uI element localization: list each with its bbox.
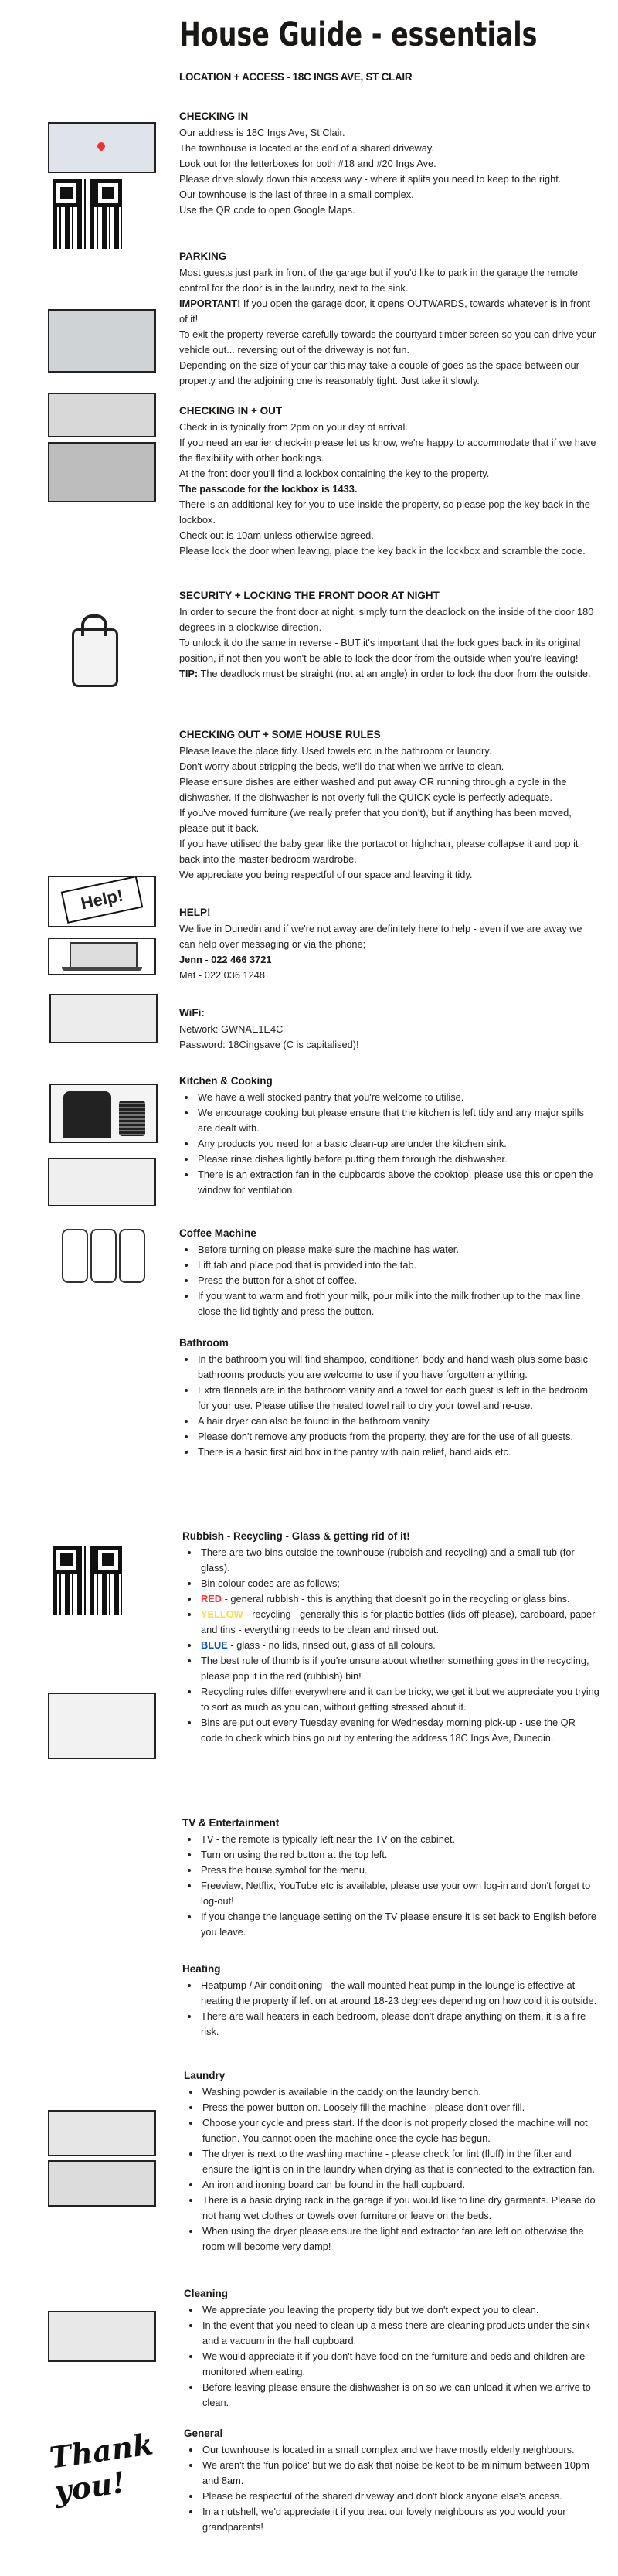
text: - recycling - generally this is for plastic bottles (lids off please), cardboard, paper and tins - everything needs to be clean and rinsed out.: [201, 1608, 596, 1635]
thank-you-lettering: Thank you!: [47, 2426, 155, 2510]
cleaning-image: [48, 2311, 156, 2362]
text: Washing powder is available in the caddy on the laundry bench.: [202, 2086, 481, 2098]
text: Turn on using the red button at the top left.: [201, 1849, 388, 1860]
bullet-list: [179, 1090, 596, 1198]
list-item: [199, 1638, 599, 1653]
text: Network: GWNAE1E4C: [179, 1023, 284, 1035]
paragraph-line: [179, 435, 596, 466]
paragraph-line: [179, 805, 596, 836]
paragraph-line: [179, 482, 596, 497]
text: There is an additional key for you to use inside the property, so please pop the key back in the lockbox.: [179, 499, 590, 526]
list-item: [196, 1152, 596, 1167]
text: Any products you need for a basic clean-up are under the kitchen sink.: [198, 1138, 507, 1149]
paragraph-line: [179, 156, 596, 172]
text: If you open the garage door, it opens OUTWARDS, towards whatever is in front of it!: [179, 298, 590, 325]
section-heading: General: [184, 2428, 223, 2439]
text: Please don't remove any products from the property, they are for the use of all guests.: [198, 1431, 573, 1442]
list-item: [196, 1273, 596, 1288]
section-heading: Coffee Machine: [179, 1227, 256, 1239]
list-item: [199, 1653, 599, 1684]
paragraph-line: [179, 466, 596, 482]
section-heading: SECURITY + LOCKING THE FRONT DOOR AT NIGHT: [179, 590, 440, 601]
paragraph-group: [179, 744, 596, 883]
paragraph-line: [179, 968, 596, 983]
text: Recycling rules differ everywhere and it can be tricky, we get it but we appreciate you trying to sort as much as you can, without getting stressed about it.: [201, 1686, 599, 1713]
list-item: [199, 1909, 599, 1940]
section-heading: Heating: [182, 1963, 221, 1975]
section-rubbish-recycling-glass-getting-rid-of-it: [182, 1528, 599, 1746]
text: We aren't the 'fun police' but we do ask that noise be kept to be minimum between 10pm and 8am.: [202, 2459, 589, 2486]
text: A hair dryer can also be found in the bathroom vanity.: [198, 1415, 432, 1427]
paragraph-line: [179, 528, 596, 543]
text: Please lock the door when leaving, place the key back in the lockbox and scramble the code.: [179, 545, 586, 556]
list-item: [199, 1978, 599, 2009]
list-item: [199, 1607, 599, 1638]
section-help: [179, 904, 596, 983]
text: Password: 18Cingsave (C is capitalised)!: [179, 1039, 359, 1050]
paragraph-line: [179, 635, 596, 666]
text: There is an extraction fan in the cupboards above the cooktop, please use this or open the window for ventilation.: [198, 1169, 593, 1196]
section-checking-in-out: [179, 403, 596, 559]
text: Bin colour codes are as follows;: [201, 1577, 340, 1589]
bullet-list: [182, 1545, 599, 1746]
paragraph-line: [179, 420, 596, 435]
section-kitchen-cooking: [179, 1073, 596, 1198]
text: Please rinse dishes lightly before putting them through the dishwasher.: [198, 1153, 508, 1165]
bold-text: Jenn - 022 466 3721: [179, 954, 272, 965]
text: In order to secure the front door at night, simply turn the deadlock on the inside of the door 180 degrees in a clockwise direction.: [179, 606, 594, 633]
list-item: [199, 1576, 599, 1591]
bullet-list: [182, 1978, 599, 2040]
list-item: [201, 2193, 601, 2224]
text: If you want to warm and froth your milk, pour milk into the milk frother up to the max line, close the lid tightly and press the button.: [198, 1290, 584, 1317]
kitchen-image: [49, 994, 158, 1043]
paragraph-group: [179, 921, 596, 983]
page-title: House Guide - essentials: [179, 15, 538, 54]
section-cleaning: [184, 2285, 601, 2411]
bin-collection-qr-code[interactable]: [53, 1546, 122, 1615]
help-sign-text: Help!: [61, 876, 144, 924]
list-item: [201, 2115, 601, 2146]
paragraph-group: [179, 265, 596, 389]
list-item: [201, 2084, 601, 2100]
list-item: [201, 2349, 601, 2380]
list-item: [201, 2380, 601, 2411]
text: If you need an earlier check-in please let us know, we're happy to accommodate that if we have the flexibility with other bookings.: [179, 437, 596, 464]
section-checking-in: [179, 108, 596, 218]
help-sign-image: [48, 876, 156, 927]
list-item: [201, 2302, 601, 2318]
text: Please drive slowly down this access way - where it splits you need to keep to the right.: [179, 173, 562, 185]
list-item: [196, 1242, 596, 1257]
text: An iron and ironing board can be found in the hall cupboard.: [202, 2179, 466, 2190]
text: TV - the remote is typically left near the TV on the cabinet.: [201, 1833, 456, 1845]
text: Press the button for a shot of coffee.: [198, 1274, 358, 1286]
list-item: [196, 1429, 596, 1445]
paragraph-group: [179, 1022, 596, 1053]
map-image: [48, 122, 156, 173]
bold-text: The passcode for the lockbox is 1433.: [179, 483, 358, 495]
laundry-clothesline-image: [48, 2110, 156, 2156]
text: Depending on the size of your car this may take a couple of goes as the space between our property and the adjoining one is reasonably tight. Just take it slowly.: [179, 359, 579, 386]
section-heading: Laundry: [184, 2070, 226, 2081]
section-heading: Bathroom: [179, 1337, 229, 1349]
text: To unlock it do the same in reverse - BUT it's important that the lock goes back in its original position, if not then you won't be able to lock the door from the outside when you're leaving!: [179, 637, 581, 664]
text: Extra flannels are in the bathroom vanity and a towel for each guest is left in the bedroom for your use. Please utilise the heated towel rail to dry your towel and re-use.: [198, 1384, 589, 1411]
text: Use the QR code to open Google Maps.: [179, 204, 355, 216]
tv-room-image: [48, 1693, 156, 1759]
paragraph-line: [179, 141, 596, 156]
google-maps-qr-code[interactable]: [53, 179, 122, 249]
paragraph-line: [179, 952, 596, 968]
section-security-locking-the-front-door-at-night: [179, 587, 596, 682]
paragraph-line: [179, 759, 596, 774]
section-parking: [179, 248, 596, 389]
list-item: [199, 1545, 599, 1576]
laundry-room-image: [48, 2160, 156, 2207]
paragraph-line: [179, 1022, 596, 1037]
text: Check out is 10am unless otherwise agreed.: [179, 529, 374, 541]
list-item: [199, 1863, 599, 1878]
bullet-list: [179, 1242, 596, 1319]
text: We live in Dunedin and if we're not away are definitely here to help - even if we are away we can help over messaging or via the phone;: [179, 923, 582, 950]
paragraph-line: [179, 1037, 596, 1053]
section-heading: CHECKING IN: [179, 111, 249, 122]
paragraph-line: [179, 327, 596, 358]
paragraph-line: [179, 774, 596, 805]
text: We appreciate you being respectful of our space and leaving it tidy.: [179, 869, 473, 880]
bold-text: IMPORTANT!: [179, 298, 241, 309]
section-heading: Rubbish - Recycling - Glass & getting rid of it!: [182, 1530, 410, 1542]
paragraph-line: [179, 744, 596, 759]
text: Our townhouse is located in a small complex and we have mostly elderly neighbours.: [202, 2444, 575, 2455]
list-item: [199, 1847, 599, 1863]
list-item: [196, 1257, 596, 1273]
list-item: [201, 2224, 601, 2254]
text: If you have utilised the baby gear like the portacot or highchair, please collapse it and pop it back into the master bedroom wardrobe.: [179, 838, 579, 865]
list-item: [196, 1445, 596, 1460]
section-wifi: [179, 1005, 596, 1053]
list-item: [201, 2442, 601, 2458]
section-heading: WiFi:: [179, 1007, 205, 1019]
list-item: [201, 2458, 601, 2489]
lock-icon: [72, 628, 118, 687]
paragraph-line: [179, 296, 596, 327]
list-item: [201, 2100, 601, 2115]
text: There is a basic drying rack in the garage if you would like to line dry garments. Please do not hang wet clothes or towels over furniture or leave on the beds.: [202, 2194, 596, 2221]
bin-colour-blue: BLUE: [201, 1639, 228, 1651]
section-heading: TV & Entertainment: [182, 1817, 280, 1829]
section-laundry: [184, 2067, 601, 2254]
section-checking-out-some-house-rules: [179, 727, 596, 883]
list-item: [201, 2146, 601, 2177]
section-heading: PARKING: [179, 250, 227, 262]
text: Choose your cycle and press start. If the door is not properly closed the machine will not function. You cannot open the machine once the cycle has begun.: [202, 2117, 588, 2144]
text: - general rubbish - this is anything that doesn't go in the recycling or glass bins.: [222, 1593, 570, 1604]
bold-text: TIP:: [179, 668, 199, 679]
text: Look out for the letterboxes for both #18 and #20 Ings Ave.: [179, 158, 436, 169]
text: In the event that you need to clean up a mess there are cleaning products under the sink and a vacuum in the hall cupboard.: [202, 2319, 590, 2346]
list-item: [196, 1105, 596, 1136]
section-heading: CHECKING IN + OUT: [179, 405, 283, 417]
list-item: [199, 1878, 599, 1909]
lockbox-image: [58, 614, 127, 688]
townhouse-photo: [48, 393, 156, 437]
paragraph-line: [179, 836, 596, 867]
street-photo: [48, 309, 156, 373]
list-item: [196, 1352, 596, 1383]
section-bathroom: [179, 1335, 596, 1460]
text: Mat - 022 036 1248: [179, 969, 265, 981]
paragraph-group: [179, 420, 596, 559]
section-general: [184, 2425, 601, 2535]
section-heading: CHECKING OUT + SOME HOUSE RULES: [179, 729, 381, 740]
text: We appreciate you leaving the property tidy but we don't expect you to clean.: [202, 2304, 539, 2316]
list-item: [199, 1591, 599, 1607]
text: The dryer is next to the washing machine - please check for lint (fluff) in the filter and ensure the light is on in the laundry when drying as that is connected to the extraction fan.: [202, 2148, 595, 2175]
text: We have a well stocked pantry that you're welcome to utilise.: [198, 1091, 464, 1103]
text: We encourage cooking but please ensure that the kitchen is left tidy and any major spills are dealt with.: [198, 1107, 584, 1134]
list-item: [201, 2489, 601, 2504]
text: If you've moved furniture (we really prefer that you don't), but if anything has been moved, please put it back.: [179, 807, 572, 834]
section-heading: Kitchen & Cooking: [179, 1075, 273, 1087]
text: Please leave the place tidy. Used towels etc in the bathroom or laundry.: [179, 745, 492, 757]
list-item: [196, 1090, 596, 1105]
text: We would appreciate it if you don't have food on the furniture and beds and children are monitored when eating.: [202, 2350, 586, 2377]
paragraph-line: [179, 125, 596, 141]
list-item: [196, 1383, 596, 1414]
laptop-icon: [70, 942, 138, 968]
list-item: [199, 1684, 599, 1715]
text: The deadlock must be straight (not at an angle) in order to lock the door from the outside.: [198, 668, 591, 679]
bullet-list: [184, 2442, 601, 2535]
coffee-machine-image: [49, 1084, 158, 1143]
text: The townhouse is located at the end of a shared driveway.: [179, 142, 434, 154]
paragraph-line: [179, 604, 596, 635]
text: There are two bins outside the townhouse (rubbish and recycling) and a small tub (for glass).: [201, 1547, 575, 1574]
text: To exit the property reverse carefully towards the courtyard timber screen so you can drive your vehicle out... reversing out of the driveway is not fun.: [179, 328, 596, 356]
text: Heatpump / Air-conditioning - the wall mounted heat pump in the lounge is effective at heating the property if left on at around 18-23 degrees depending on how cold it is outside.: [201, 1979, 597, 2006]
paragraph-line: [179, 265, 596, 296]
text: There is a basic first aid box in the pantry with pain relief, band aids etc.: [198, 1446, 511, 1458]
bullet-list: [184, 2302, 601, 2411]
paragraph-line: [179, 172, 596, 187]
text: If you change the language setting on the TV please ensure it is set back to English before you leave.: [201, 1911, 596, 1938]
text: Press the power button on. Loosely fill the machine - please don't over fill.: [202, 2101, 525, 2113]
paragraph-line: [179, 867, 596, 883]
paragraph-group: [179, 604, 596, 682]
text: - glass - no lids, rinsed out, glass of all colours.: [227, 1639, 436, 1651]
paragraph-line: [179, 358, 596, 389]
text: Lift tab and place pod that is provided into the tab.: [198, 1259, 417, 1271]
paragraph-line: [179, 187, 596, 202]
text: Bins are put out every Tuesday evening for Wednesday morning pick-up - use the QR code to check which bins go out by entering the address 18C Ings Ave, Dunedin.: [201, 1717, 576, 1744]
laptop-image: [48, 938, 156, 975]
bathroom-image: [48, 1158, 156, 1206]
list-item: [196, 1414, 596, 1429]
text: Press the house symbol for the menu.: [201, 1864, 368, 1876]
bin-colour-red: RED: [201, 1593, 222, 1604]
list-item: [201, 2318, 601, 2349]
bullet-list: [179, 1352, 596, 1460]
bullet-list: [184, 2084, 601, 2254]
text: Most guests just park in front of the garage but if you'd like to park in the garage the remote control for the door is in the laundry, next to the sink.: [179, 267, 579, 294]
section-tv-entertainment: [182, 1815, 599, 1940]
section-coffee-machine: [179, 1225, 596, 1319]
location-subtitle: LOCATION + ACCESS - 18C INGS AVE, ST CLAIR: [179, 71, 413, 83]
map-pin-icon: [96, 141, 107, 151]
section-heading: HELP!: [179, 907, 211, 918]
paragraph-line: [179, 543, 596, 559]
paragraph-line: [179, 666, 596, 682]
text: In the bathroom you will find shampoo, conditioner, body and hand wash plus some basic bathrooms products you are welcome to use if you have forgotten anything.: [198, 1353, 589, 1380]
text: Check in is typically from 2pm on your day of arrival.: [179, 421, 408, 433]
car-parked-photo: [48, 442, 156, 502]
paragraph-line: [179, 497, 596, 528]
list-item: [201, 2177, 601, 2193]
text: When using the dryer please ensure the light and extractor fan are left on otherwise the room will become very damp!: [202, 2225, 584, 2252]
bin-colour-yellow: YELLOW: [201, 1608, 243, 1620]
list-item: [199, 1715, 599, 1746]
text: At the front door you'll find a lockbox containing the key to the property.: [179, 468, 490, 479]
section-heating: [182, 1961, 599, 2040]
paragraph-line: [179, 202, 596, 218]
list-item: [196, 1288, 596, 1319]
list-item: [201, 2504, 601, 2535]
text: Freeview, Netflix, YouTube etc is available, please use your own log-in and don't forget to log-out!: [201, 1880, 591, 1907]
text: Our townhouse is the last of three in a small complex.: [179, 189, 414, 200]
text: There are wall heaters in each bedroom, please don't drape anything on them, it is a fire risk.: [201, 2010, 586, 2037]
toiletries-image: [48, 1210, 156, 1284]
paragraph-line: [179, 921, 596, 952]
text: Please ensure dishes are either washed and put away OR running through a cycle in the dishwasher. If the dishwasher is not overly full the QUICK cycle is perfectly adequate.: [179, 776, 567, 803]
section-heading: Cleaning: [184, 2288, 229, 2299]
text: Please be respectful of the shared driveway and don't block anyone else's access.: [202, 2490, 562, 2502]
paragraph-group: [179, 125, 596, 218]
text: Don't worry about stripping the beds, we'll do that when we arrive to clean.: [179, 761, 504, 772]
list-item: [199, 1832, 599, 1847]
bullet-list: [182, 1832, 599, 1940]
text: Our address is 18C Ings Ave, St Clair.: [179, 127, 345, 138]
text: Before turning on please make sure the machine has water.: [198, 1244, 459, 1255]
list-item: [196, 1167, 596, 1198]
text: Before leaving please ensure the dishwasher is on so we can unload it when we arrive to clean.: [202, 2381, 591, 2408]
list-item: [196, 1136, 596, 1152]
text: The best rule of thumb is if you're unsure about whether something goes in the recycling, please pop it in the red (rubbish) bin!: [201, 1655, 589, 1682]
text: In a nutshell, we'd appreciate it if you treat our lovely neighbours as you would your grandparents!: [202, 2506, 566, 2533]
list-item: [199, 2009, 599, 2040]
